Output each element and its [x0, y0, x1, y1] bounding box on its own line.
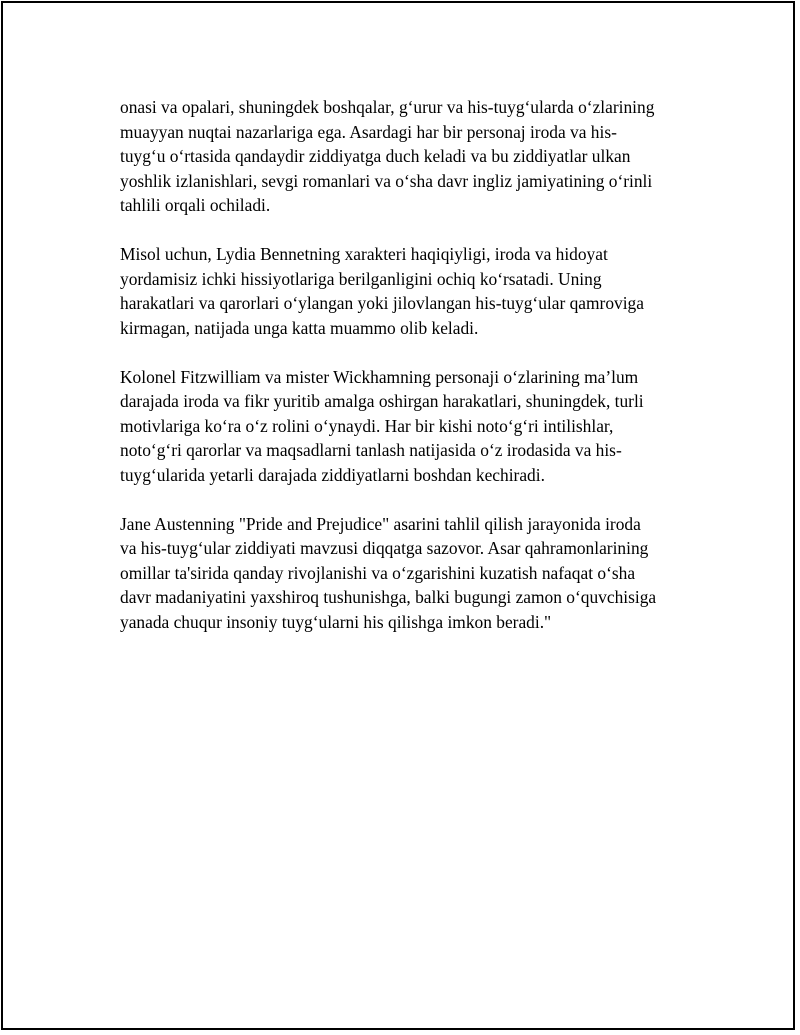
paragraph-3 — [120, 365, 690, 488]
text-line: onasi va opalari, shuningdek boshqalar, g‘urur va his-tuyg‘ularda o‘zlarining — [120, 97, 655, 117]
text-line: tuyg‘ularida yetarli darajada ziddiyatlarni boshdan kechiradi. — [120, 464, 545, 485]
text-line: darajada iroda va fikr yuritib amalga oshirgan harakatlari, shuningdek, turli — [120, 391, 644, 411]
text-line: omillar ta'sirida qanday rivojlanishi va o‘zgarishini kuzatish nafaqat o‘sha — [120, 562, 636, 583]
text-line: muayyan nuqtai nazarlariga ega. Asardagi har bir personaj iroda va his- — [120, 121, 617, 142]
text-line: va his-tuyg‘ular ziddiyati mavzusi diqqatga sazovor. Asar qahramonlarining — [120, 538, 649, 558]
text-line: harakatlari va qarorlari o‘ylangan yoki jilovlangan his-tuyg‘ular qamroviga — [120, 293, 644, 313]
text-line: tahlili orqali ochiladi. — [120, 195, 271, 215]
text-line: davr madaniyatini yaxshiroq tushunishga, balki bugungi zamon o‘quvchisiga — [120, 587, 657, 607]
text-line: tuyg‘u o‘rtasida qandaydir ziddiyatga duch keladi va bu ziddiyatlar ulkan — [120, 146, 631, 166]
text-line: Kolonel Fitzwilliam va mister Wickhamning personaji o‘zlarining ma’lum — [120, 366, 639, 387]
text-line: yanada chuqur insoniy tuyg‘ularni his qilishga imkon beradi." — [120, 611, 552, 632]
paragraph-4 — [120, 512, 690, 635]
paragraph-2 — [120, 242, 690, 340]
text-line: Jane Austenning "Pride and Prejudice" asarini tahlil qilish jarayonida iroda — [120, 513, 641, 534]
text-line: motivlariga ko‘ra o‘z rolini o‘ynaydi. Har bir kishi noto‘g‘ri intilishlar, — [120, 415, 614, 436]
text-line: kirmagan, natijada unga katta muammo olib keladi. — [120, 317, 479, 338]
text-line: yoshlik izlanishlari, sevgi romanlari va o‘sha davr ingliz jamiyatining o‘rinli — [120, 170, 653, 191]
page-frame — [1, 1, 795, 1030]
text-line: Misol uchun, Lydia Bennetning xarakteri haqiqiyligi, iroda va hidoyat — [120, 244, 608, 264]
paragraph-1 — [120, 95, 690, 218]
text-line: yordamisiz ichki hissiyotlariga berilganligini ochiq ko‘rsatadi. Uning — [120, 268, 602, 289]
text-line: noto‘g‘ri qarorlar va maqsadlarni tanlash natijasida o‘z irodasida va his- — [120, 440, 622, 460]
document-body — [120, 95, 690, 659]
